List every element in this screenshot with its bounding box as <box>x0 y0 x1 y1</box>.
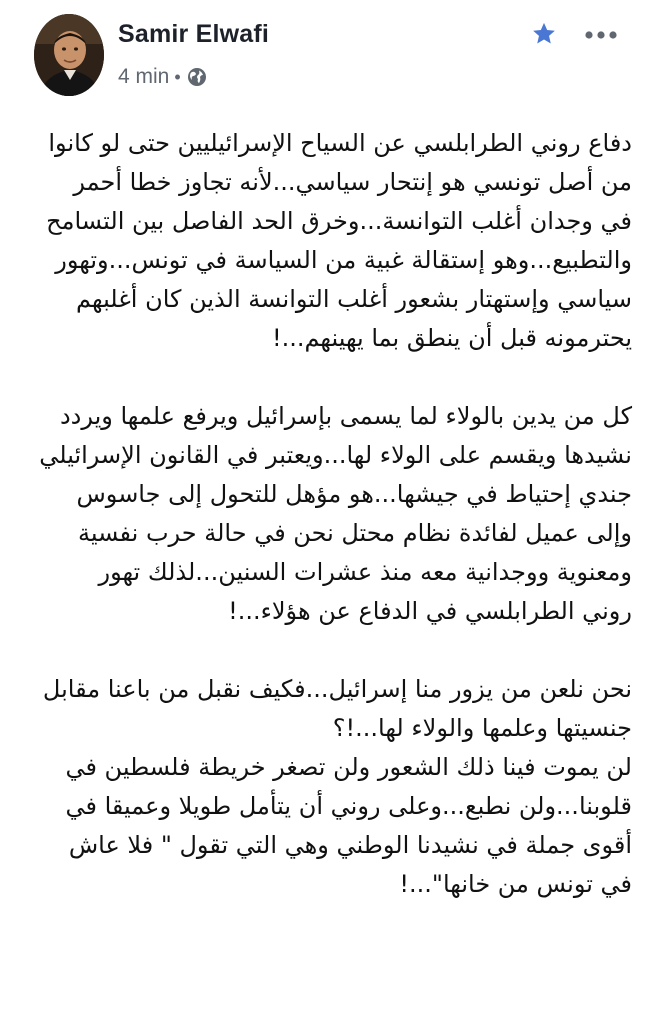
post-line: ومعنوية ووجدانية معه منذ عشرات السنين...لذلك تهور <box>98 558 632 586</box>
post-line: كل من يدين بالولاء لما يسمى بإسرائيل ويرفع علمها ويردد <box>59 402 632 430</box>
more-dots-icon[interactable] <box>584 30 618 40</box>
post-line: جندي إحتياط في جيشها...هو مؤهل للتحول إلى جاسوس <box>76 480 632 508</box>
post-header <box>0 0 649 110</box>
post-line: في وجدان أغلب التوانسة...وخرق الحد الفاصل بين التسامح <box>46 207 632 235</box>
author-name[interactable]: Samir Elwafi <box>118 20 270 48</box>
meta-separator: • <box>174 66 181 87</box>
post-paragraph-3 <box>22 670 632 904</box>
post-line: يحترمونه قبل أن ينطق بما يهينهم...! <box>271 324 632 352</box>
post-timestamp[interactable]: 4 min <box>118 65 170 88</box>
post-line: سياسي وإستهتار بشعور أغلب التوانسة الذين كان أغلبهم <box>76 285 632 313</box>
post-body <box>22 124 632 904</box>
post-line: من أصل تونسي هو إنتحار سياسي...لأنه تجاوز خطا أحمر <box>73 168 632 196</box>
post-paragraph-2 <box>22 397 632 631</box>
author-avatar[interactable] <box>34 14 104 96</box>
star-icon[interactable] <box>530 20 558 48</box>
post-line: في تونس من خانها"...! <box>399 870 632 898</box>
post-line: وإلى عميل لفائدة نظام محتل نحن في حالة حرب نفسية <box>77 519 632 547</box>
post-meta <box>118 64 207 90</box>
post-line: لن يموت فينا ذلك الشعور ولن تصغر خريطة فلسطين في <box>65 753 632 781</box>
post-line: نشيدها ويقسم على الولاء لها...ويعتبر في القانون الإسرائيلي <box>39 441 632 469</box>
profile-photo-icon <box>34 14 104 96</box>
post-line: جنسيتها وعلمها والولاء لها...!؟ <box>332 714 632 742</box>
post-paragraph-1 <box>22 124 632 358</box>
globe-icon[interactable] <box>187 67 207 87</box>
post-line: دفاع روني الطرابلسي عن السياح الإسرائيليين حتى لو كانوا <box>48 129 632 157</box>
post-line: روني الطرابلسي في الدفاع عن هؤلاء...! <box>228 597 632 625</box>
post-line: والتطبيع...وهو إستقالة غبية من السياسة في تونس...وتهور <box>55 246 632 274</box>
post-line: نحن نلعن من يزور منا إسرائيل...فكيف نقبل من باعنا مقابل <box>42 675 632 703</box>
post-line: قلوبنا...ولن نطبع...وعلى روني أن يتأمل طويلا وعميقا في <box>65 792 632 820</box>
post-line: أقوى جملة في نشيدنا الوطني وهي التي تقول " فلا عاش <box>68 831 632 859</box>
